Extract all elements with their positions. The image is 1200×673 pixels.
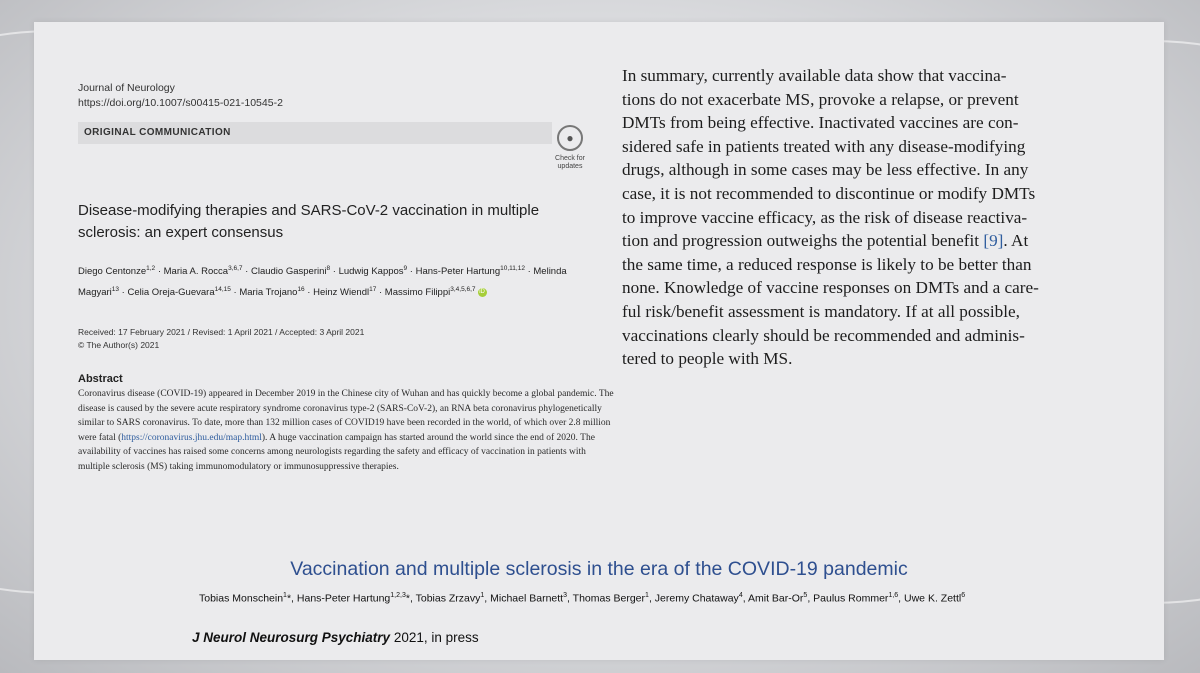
caption-author-affiliation: 6	[961, 592, 966, 599]
caption-author-affiliation: 1,6	[888, 592, 899, 599]
abstract-part-1: Coronavirus disease (COVID-19) appeared in December 2019 in the Chinese city of Wuhan and has quickly become a global pandemic. The disease is caused by the severe acute respiratory syndrome coronavirus type-2 (SARS-CoV-2), an RNA beta coronavirus phylogenetically similar to SARS coronavirus. To date, more than 132 million cases of COVID19 have been recorded in the world, of which over 2.8 million were fatal (	[78, 389, 614, 443]
caption-author-name: Uwe K. Zettl	[904, 592, 962, 605]
caption-author-name: Paulus Rommer	[813, 592, 889, 605]
author-affiliation: 16	[297, 286, 305, 294]
author-name: Heinz Wiendl	[313, 287, 370, 299]
author-name: Melinda Magyari	[78, 266, 567, 299]
article-type-banner: ORIGINAL COMMUNICATION	[78, 122, 552, 144]
author-name: Maria Trojano	[239, 287, 298, 299]
corresponding-mark: *	[405, 592, 410, 605]
summary-excerpt	[622, 64, 1142, 371]
caption-author-name: Tobias Zrzavy	[415, 592, 481, 605]
reference-link[interactable]: [9]	[983, 231, 1004, 251]
caption-author-name: Tobias Monschein	[199, 592, 284, 605]
caption-author-name: Thomas Berger	[572, 592, 646, 605]
abstract-part-2: ). A huge vaccination campaign has started around the world since the end of 2020. The availability of vaccines has raised some concerns among neurologists regarding the safety and efficacy of vaccination in patients with multiple sclerosis (MS) taking immunomodulatory or immunosuppressive therapies.	[78, 432, 595, 472]
bookmark-icon: ●	[557, 125, 583, 151]
author-affiliation: 13	[111, 286, 120, 294]
journal-name: Journal of Neurology	[78, 82, 175, 94]
author-name: Massimo Filippi	[384, 287, 451, 299]
author-affiliation: 9	[403, 265, 408, 272]
badge-line-2: updates	[557, 163, 583, 170]
author-affiliation: 1,2	[146, 265, 156, 272]
caption-author-affiliation: 1	[480, 592, 485, 599]
copyright: © The Author(s) 2021	[78, 340, 160, 350]
author-name: Hans-Peter Hartung	[415, 266, 501, 278]
abstract-link[interactable]: https://coronavirus.jhu.edu/map.html	[121, 432, 262, 443]
journal-header	[78, 81, 283, 111]
author-name: Maria A. Rocca	[163, 266, 229, 278]
author-name: Celia Oreja-Guevara	[127, 287, 215, 299]
doi: https://doi.org/10.1007/s00415-021-10545-2	[78, 97, 283, 109]
paper-title: Disease-modifying therapies and SARS-CoV-2 vaccination in multiple sclerosis: an expert consensus	[78, 202, 540, 241]
author-name: Claudio Gasperini	[250, 266, 327, 278]
author-affiliation: 3,4,5,6,7	[450, 286, 476, 294]
summary-part-1: In summary, currently available data show that vaccina- tions do not exacerbate MS, provoke a relapse, or prevent DMTs from being effective. Inactivated vaccines are con- sidered safe in patients treated with any disease-modifying drugs, although in some cases may be less effective. In any case, it is not recommended to discontinue or modify DMTs to improve vaccine efficacy, as the risk of disease reactiva- tion and progression outweighs the potential benefit	[622, 66, 1036, 251]
check-for-updates-badge	[550, 125, 590, 183]
slide-title: Vaccination and multiple sclerosis in the era of the COVID-19 pandemic	[290, 558, 908, 580]
citation-year: 2021, in press	[390, 630, 479, 645]
caption-author-name: Michael Barnett	[490, 592, 564, 605]
slide-authors: Tobias Monschein$^1$*, Hans-Peter Hartung$^{1,2,3}$*, Tobias Zrzavy$^1$, Michael Barnett$^3$, Thomas Berger$^1$, Jeremy Chataway$^4$, Amit Bar-Or$^5$, Paulus Rommer$^{1,6}$, Uwe K. Zettl$^6$	[199, 592, 966, 605]
caption-author-affiliation: 4	[738, 592, 743, 599]
caption-author-name: Hans-Peter Hartung	[296, 592, 391, 605]
corresponding-mark: *	[286, 592, 292, 605]
abstract-heading: Abstract	[78, 373, 123, 385]
author-name: Ludwig Kappos	[338, 266, 404, 278]
caption-author-name: Jeremy Chataway	[654, 592, 739, 605]
caption-author-name: Amit Bar-Or	[747, 592, 804, 605]
author-affiliation: 3,6,7	[228, 265, 243, 272]
citation-journal: J Neurol Neurosurg Psychiatry	[192, 630, 391, 645]
caption-author-affiliation: 3	[563, 592, 567, 599]
caption-author-affiliation: 1	[645, 592, 649, 599]
summary-part-2: . At the same time, a reduced response is likely to be better than none. Knowledge of vaccine responses on DMTs and a care- ful risk/benefit assessment is mandatory. If at all possible, vaccinations clearly should be recommended and adminis- tered to people with MS.	[622, 231, 1039, 369]
slide	[34, 22, 1164, 660]
author-name: Diego Centonze	[78, 266, 147, 278]
received-dates: Received: 17 February 2021 / Revised: 1 April 2021 / Accepted: 3 April 2021	[78, 327, 365, 337]
paper-authors: Diego Centonze$^{1,2}$ · Maria A. Rocca$^{3,6,7}$ · Claudio Gasperini$^8$ · Ludwig Kappos$^9$ · Hans-Peter Hartung$^{10,11,12}$ · Melinda Magyari$^{13}$ · Celia Oreja-Guevara$^{14,15}$ · Maria Trojano$^{16}$ · Heinz Wiendl$^{17}$ · Massimo Filippi$^{3,4,5,6,7}$ iD	[78, 265, 567, 299]
badge-line-1: Check for	[555, 155, 585, 162]
author-affiliation: 8	[326, 265, 331, 272]
abstract-text	[78, 387, 618, 475]
paper-excerpt	[78, 77, 626, 517]
caption-author-affiliation: 5	[803, 592, 808, 599]
author-affiliation: 14,15	[214, 286, 231, 294]
caption-author-affiliation: 1	[283, 592, 287, 599]
citation	[192, 630, 479, 645]
caption-author-affiliation: 1,2,3	[390, 592, 406, 599]
paper-dates	[78, 326, 364, 352]
author-affiliation: 17	[369, 286, 377, 294]
author-affiliation: 10,11,12	[500, 265, 525, 272]
orcid-icon: iD	[479, 289, 485, 296]
